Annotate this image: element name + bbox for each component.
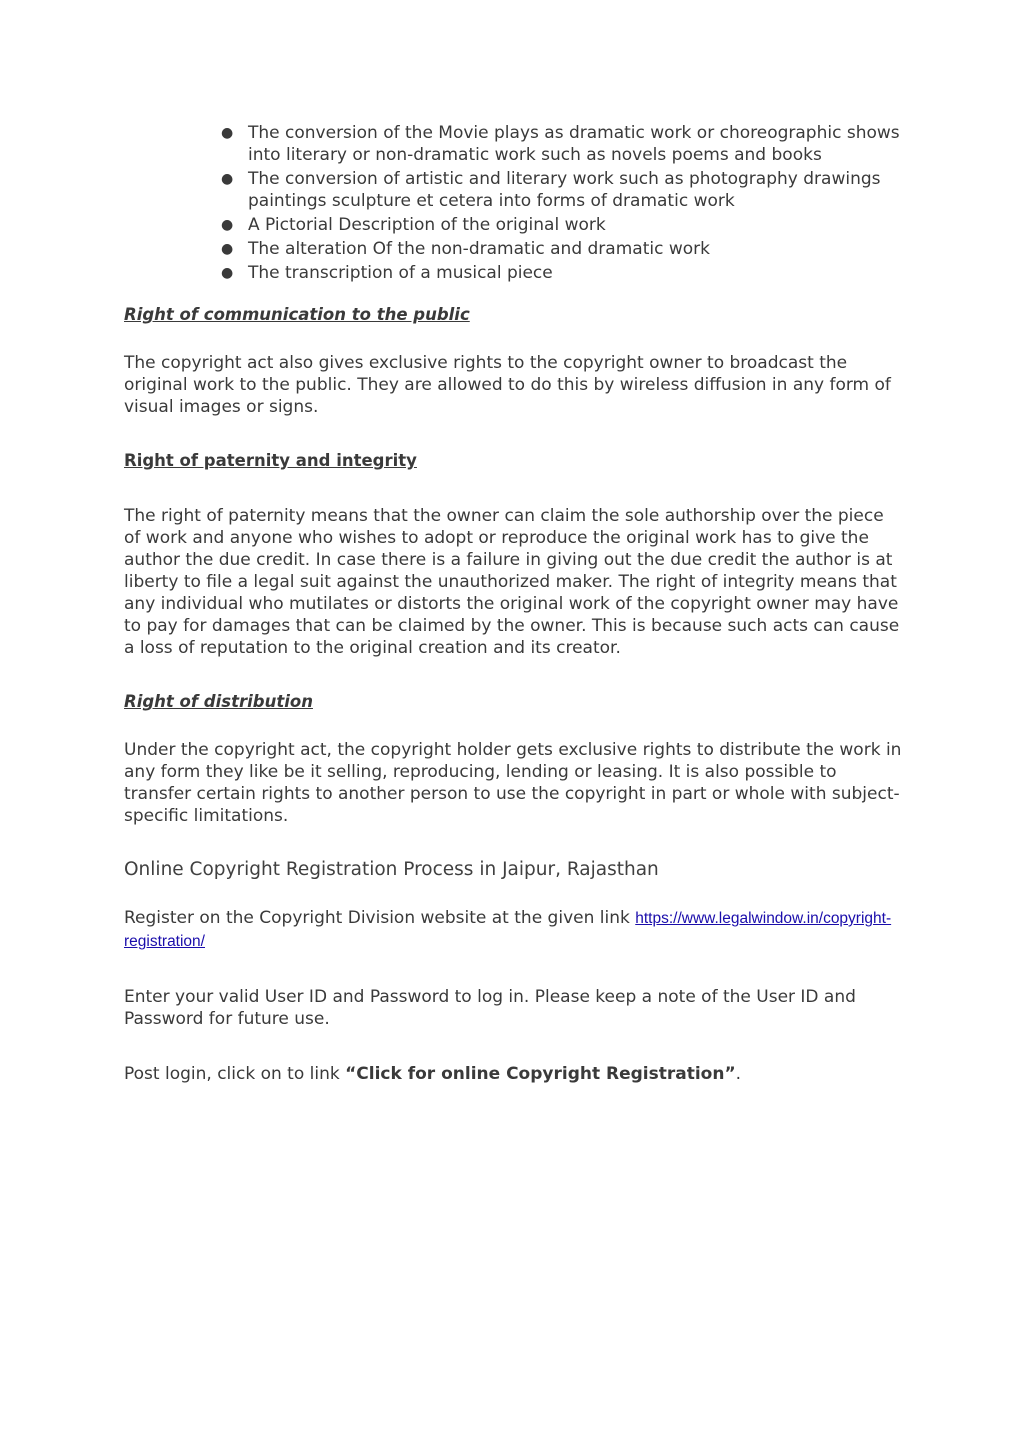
paragraph-login: Enter your valid User ID and Password to log in. Please keep a note of the User ID and Password for future use. bbox=[124, 987, 856, 1029]
section-heading-distribution: Right of distribution bbox=[124, 692, 313, 711]
process-title: Online Copyright Registration Process in Jaipur, Rajasthan bbox=[124, 859, 659, 880]
post-login-prefix: Post login, click on to link bbox=[124, 1064, 346, 1084]
bullet-icon: ● bbox=[221, 265, 234, 281]
paragraph-communication: The copyright act also gives exclusive rights to the copyright owner to broadcast the original work to the public. They are allowed to do this by wireless diffusion in any form of visual images or signs. bbox=[124, 353, 891, 417]
online-registration-link-text: “Click for online Copyright Registration” bbox=[345, 1064, 736, 1084]
section-heading-paternity: Right of paternity and integrity bbox=[124, 451, 417, 470]
bullet-icon: ● bbox=[221, 217, 234, 233]
copyright-registration-link[interactable]: https://www.legalwindow.in/copyright-registration/ bbox=[124, 910, 892, 950]
paragraph-register bbox=[124, 907, 904, 953]
paragraph-post-login bbox=[124, 1063, 904, 1085]
list-item bbox=[124, 122, 904, 166]
list-item-text: A Pictorial Description of the original work bbox=[248, 215, 606, 235]
list-item bbox=[124, 238, 904, 260]
document-content bbox=[124, 122, 904, 1085]
paragraph-distribution: Under the copyright act, the copyright holder gets exclusive rights to distribute the work in any form they like be it selling, reproducing, lending or leasing. It is also possible to transfer certain rights to another person to use the copyright in part or whole with subject-specific limitations. bbox=[124, 740, 902, 826]
register-text: Register on the Copyright Division website at the given link bbox=[124, 908, 636, 928]
section-heading-communication: Right of communication to the public bbox=[124, 305, 470, 324]
derivative-rights-list bbox=[0, 122, 904, 284]
bullet-icon: ● bbox=[221, 241, 234, 257]
list-item-text: The conversion of artistic and literary work such as photography drawings paintings sculpture et cetera into forms of dramatic work bbox=[248, 169, 881, 211]
list-item-text: The transcription of a musical piece bbox=[248, 263, 553, 283]
post-login-suffix: . bbox=[735, 1064, 742, 1084]
list-item-text: The conversion of the Movie plays as dramatic work or choreographic shows into literary or non-dramatic work such as novels poems and books bbox=[248, 123, 900, 165]
paragraph-paternity: The right of paternity means that the owner can claim the sole authorship over the piece of work and anyone who wishes to adopt or reproduce the original work has to give the author the due credit. In case there is a failure in giving out the due credit the author is at liberty to file a legal suit against the unauthorized maker. The right of integrity means that any individual who mutilates or distorts the original work of the copyright owner may have to pay for damages that can be claimed by the owner. This is because such acts can cause a loss of reputation to the original creation and its creator. bbox=[124, 506, 900, 658]
bullet-icon: ● bbox=[221, 171, 234, 187]
list-item bbox=[124, 262, 904, 284]
list-item bbox=[124, 168, 904, 212]
bullet-icon: ● bbox=[221, 125, 234, 141]
list-item-text: The alteration Of the non-dramatic and dramatic work bbox=[248, 239, 710, 259]
list-item bbox=[124, 214, 904, 236]
